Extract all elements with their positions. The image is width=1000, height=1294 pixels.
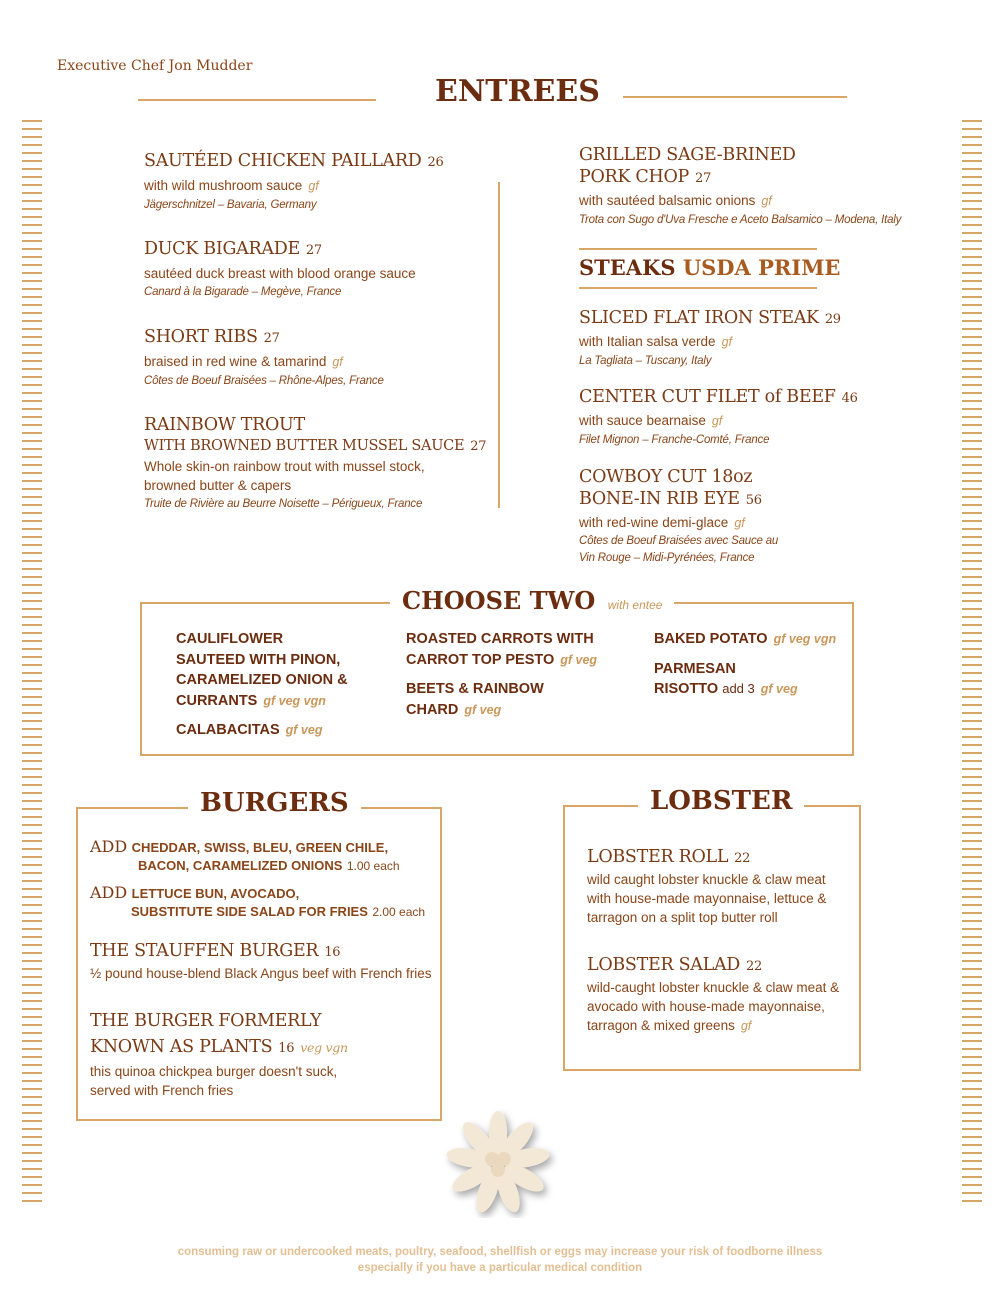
steaks-rule-top xyxy=(579,248,817,250)
chef-credit: Executive Chef Jon Mudder xyxy=(57,58,253,74)
entrees-title: ENTREES xyxy=(435,74,600,109)
choose-two-col-3: BAKED POTATO gf veg vgn PARMESAN RISOTTO add 3 gf veg xyxy=(654,631,837,697)
entrees-rule-left xyxy=(138,99,376,101)
steaks-rule-bottom xyxy=(579,287,817,289)
lobster-title: LOBSTER xyxy=(650,786,793,816)
burgers-title: BURGERS xyxy=(200,788,349,818)
entree-rainbow-trout: RAINBOW TROUT WITH BROWNED BUTTER MUSSEL SAUCE 27 Whole skin-on rainbow trout with mussel stock, browned butter & capers Truite de Rivière au Beurre Noisette – Périgueux, France xyxy=(144,415,487,510)
lobster-roll: LOBSTER ROLL 22 wild caught lobster knuckle & claw meat with house-made mayonnaise, lettuce & tarragon on a split top butter roll xyxy=(587,847,827,925)
burger-plants: THE BURGER FORMERLY KNOWN AS PLANTS 16 veg vgn this quinoa chickpea burger doesn't suck, served with French fries xyxy=(90,1011,348,1098)
right-decorative-stripes xyxy=(962,120,982,1202)
entree-short-ribs: SHORT RIBS 27 braised in red wine & tamarind gf Côtes de Boeuf Braisées – Rhône-Alpes, France xyxy=(144,327,384,387)
entrees-divider xyxy=(498,182,500,508)
lobster-salad: LOBSTER SALAD 22 wild-caught lobster knuckle & claw meat & avocado with house-made mayonnaise, tarragon & mixed greens gf xyxy=(587,955,840,1033)
entree-pork-chop: GRILLED SAGE-BRINED PORK CHOP 27 with sautéed balsamic onions gf Trota con Sugo d'Uva Fresche e Aceto Balsamico – Modena, Italy xyxy=(579,145,902,226)
steak-flat-iron: SLICED FLAT IRON STEAK 29 with Italian salsa verde gf La Tagliata – Tuscany, Italy xyxy=(579,308,841,367)
choose-two-col-1: CAULIFLOWER SAUTEED WITH PINON, CARAMELIZED ONION & CURRANTS gf veg vgn CALABACITAS gf veg xyxy=(176,631,348,738)
steak-rib-eye: COWBOY CUT 18oz BONE-IN RIB EYE 56 with red-wine demi-glace gf Côtes de Boeuf Braisées avec Sauce au Vin Rouge – Midi-Pyrénées, France xyxy=(579,467,779,564)
burger-stauffen: THE STAUFFEN BURGER 16 ½ pound house-blend Black Angus beef with French fries xyxy=(90,941,432,981)
left-decorative-stripes xyxy=(22,120,42,1202)
dish-name: SAUTÉED CHICKEN PAILLARD 26 xyxy=(144,151,444,171)
burger-addons-1: ADD CHEDDAR, SWISS, BLEU, GREEN CHILE, BACON, CARAMELIZED ONIONS 1.00 each xyxy=(90,837,400,873)
entree-chicken-paillard: SAUTÉED CHICKEN PAILLARD 26 with wild mushroom sauce gf Jägerschnitzel – Bavaria, Germany xyxy=(144,150,494,214)
steak-filet: CENTER CUT FILET of BEEF 46 with sauce bearnaise gf Filet Mignon – Franche-Comté, France xyxy=(579,387,858,446)
lobster-heading xyxy=(638,786,804,816)
choose-two-heading xyxy=(390,586,674,615)
choose-two-col-2: ROASTED CARROTS WITH CARROT TOP PESTO gf veg BEETS & RAINBOW CHARD gf veg xyxy=(406,631,598,718)
burger-addons-2: ADD LETTUCE BUN, AVOCADO, SUBSTITUTE SIDE SALAD FOR FRIES 2.00 each xyxy=(90,883,426,919)
edelweiss-flower-icon xyxy=(436,1108,564,1218)
food-safety-disclaimer: consuming raw or undercooked meats, poultry, seafood, shellfish or eggs may increase your risk of foodborne illness especially if you have a particular medical condition xyxy=(177,1246,823,1274)
steaks-heading: STEAKS USDA PRIME xyxy=(579,255,841,280)
choose-two-subtitle: with entee xyxy=(607,598,663,612)
entree-duck-bigarade: DUCK BIGARADE 27 sautéed duck breast with blood orange sauce Canard à la Bigarade – Megève, France xyxy=(144,239,416,298)
choose-two-title: CHOOSE TWO xyxy=(402,586,596,615)
burgers-heading xyxy=(188,788,361,818)
entrees-rule-right xyxy=(623,96,847,98)
